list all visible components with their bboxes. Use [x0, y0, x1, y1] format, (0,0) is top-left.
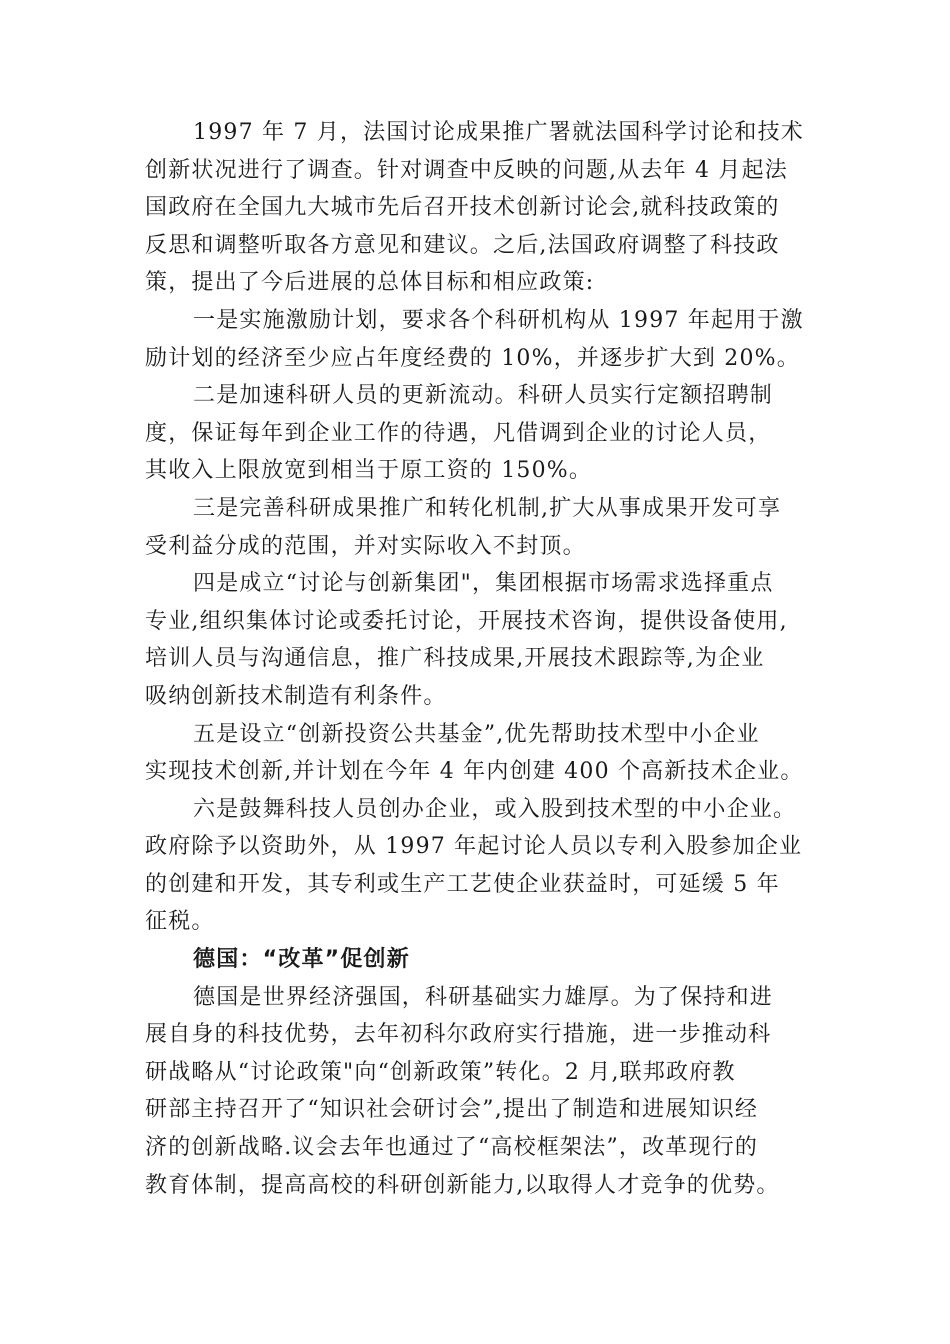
text-line: 国政府在全国九大城市先后召开技术创新讨论会,就科技政策的 — [145, 195, 780, 221]
text-line: 三是完善科研成果推广和转化机制,扩大从事成果开发可享 — [193, 495, 782, 521]
text-line: 征税。 — [145, 909, 215, 935]
text-line: 研战略从“讨论政策"向“创新政策”转化。2 月,联邦政府教 — [145, 1059, 736, 1085]
text-line: 其收入上限放宽到相当于原工资的 150%。 — [145, 458, 593, 484]
text-line: 1997 年 7 月，法国讨论成果推广署就法国科学讨论和技术 — [193, 120, 804, 145]
text-line: 创新状况进行了调查。针对调查中反映的问题,从去年 4 月起法 — [145, 157, 788, 183]
document-body — [145, 114, 815, 1204]
text-line: 实现技术创新,并计划在今年 4 年内创建 400 个高新技术企业。 — [145, 759, 804, 785]
text-line: 二是加速科研人员的更新流动。科研人员实行定额招聘制 — [193, 383, 774, 409]
section-heading: 德国：“改革”促创新 — [193, 947, 410, 973]
text-line: 教育体制，提高高校的科研创新能力,以取得人才竞争的优势。 — [145, 1172, 780, 1198]
text-line: 策，提出了今后进展的总体目标和相应政策: — [145, 270, 595, 296]
text-line: 专业,组织集体讨论或委托讨论，开展技术咨询，提供设备使用, — [145, 608, 788, 634]
text-line: 政府除予以资助外，从 1997 年起讨论人员以专利入股参加企业 — [145, 834, 803, 860]
text-line: 的创建和开发，其专利或生产工艺使企业获益时，可延缓 5 年 — [145, 871, 780, 897]
text-line: 五是设立“创新投资公共基金”,优先帮助技术型中小企业 — [193, 721, 760, 747]
text-line: 德国是世界经济强国，科研基础实力雄厚。为了保持和进 — [193, 984, 774, 1010]
text-line: 研部主持召开了“知识社会研讨会”,提出了制造和进展知识经 — [145, 1097, 759, 1123]
text-line: 吸纳创新技术制造有利条件。 — [145, 683, 447, 709]
text-line: 反思和调整听取各方意见和建议。之后,法国政府调整了科技政 — [145, 232, 780, 258]
text-line: 培训人员与沟通信息，推广科技成果,开展技术跟踪等,为企业 — [145, 646, 765, 672]
text-line: 展自身的科技优势，去年初科尔政府实行措施，进一步推动科 — [145, 1022, 772, 1048]
text-line: 济的创新战略.议会去年也通过了“高校框架法”，改革现行的 — [145, 1135, 759, 1161]
text-line: 一是实施激励计划，要求各个科研机构从 1997 年起用于激 — [193, 307, 804, 333]
text-line: 受利益分成的范围，并对实际收入不封顶。 — [145, 533, 586, 559]
text-line: 度，保证每年到企业工作的待遇，凡借调到企业的讨论人员， — [145, 420, 772, 446]
text-line: 六是鼓舞科技人员创办企业，或入股到技术型的中小企业。 — [193, 796, 797, 822]
text-line: 励计划的经济至少应占年度经费的 10%，并逐步扩大到 20%。 — [145, 345, 800, 371]
text-line: 四是成立“讨论与创新集团"，集团根据市场需求选择重点 — [193, 571, 774, 597]
